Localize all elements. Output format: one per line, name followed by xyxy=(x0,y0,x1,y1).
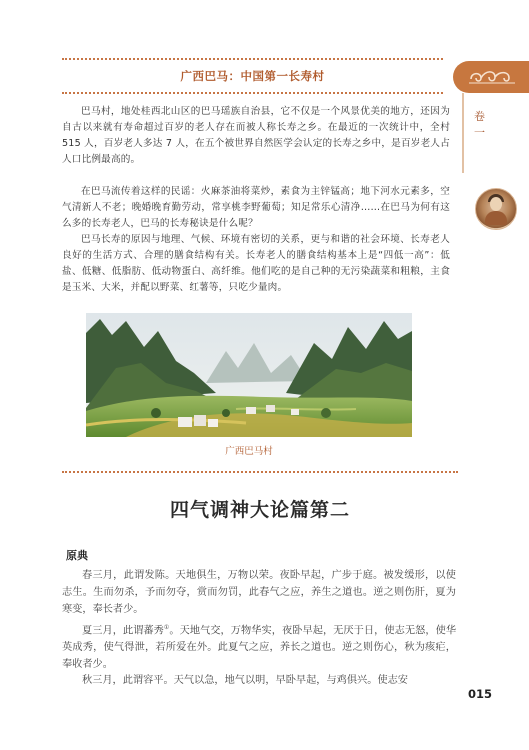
page-number: 015 xyxy=(468,687,493,701)
box-paragraph-3: 巴马长寿的原因与地理、气候、环境有密切的关系，更与和谐的社会环境、长寿老人良好的生活方式、合理的膳食结构有关。长寿老人的膳食结构基本上是“四低一高”：低盐、低糖、低脂肪、低动物蛋白、高纤维。他们吃的是自己种的无污染蔬菜和粗粮，主食是玉米、大米，并配以野菜、红薯等，只吃少量肉。 xyxy=(62,234,450,293)
box-paragraph-2: 在巴马流传着这样的民谣：火麻茶油将菜炒，素食为主锌锰高；地下河水元素多，空气清新人不老；晚婚晚育勤劳动，常享桃李野葡萄；知足常乐心清净……在巴马为何有这么多的长寿老人，巴马的长寿秘诀是什么呢？ xyxy=(62,186,450,229)
footnote-marker[interactable]: ① xyxy=(163,624,170,631)
classic-paragraph-2-text: 夏三月，此谓蕃秀 xyxy=(82,625,164,637)
section-heading: 原典 xyxy=(66,549,88,562)
chapter-title: 四气调神大论篇第二 xyxy=(169,499,350,521)
classic-paragraph-1 xyxy=(62,567,456,618)
portrait-robe xyxy=(485,211,507,225)
box-paragraph-1: 巴马村，地处桂西北山区的巴马瑶族自治县，它不仅是一个风景优美的地方，还因为自古以来就有寿命超过百岁的老人存在而被人称长寿之乡。在最近的一次统计中，全村 515 人，百岁老人多达 7 人，在五个被世界自然医学会认定的长寿之乡中，是百岁老人占人口比例最高的。 xyxy=(62,106,450,165)
cloud-scroll-icon xyxy=(467,67,517,87)
classic-paragraph-1-text: 春三月，此谓发陈。天地俱生，万物以荣。夜卧早起，广步于庭。被发缓形，以使志生。生而勿杀，予而勿夺，赏而勿罚，此春气之应，养生之道也。逆之则伤肝，夏为寒变，奉长者少。 xyxy=(62,570,456,615)
title-dotted-divider xyxy=(62,92,443,94)
scholar-portrait-icon xyxy=(475,188,517,230)
top-dotted-divider xyxy=(62,58,443,60)
bama-village-photo xyxy=(86,313,412,437)
classic-paragraph-2-text-cont: 。天地气交，万物华实，夜卧早起，无厌于日，使志无怒，使华英成秀，使气得泄，若所爱在外。此夏气之应，养长之道也。逆之则伤心，秋为痎疟，奉收者少。 xyxy=(62,625,457,671)
volume-label: 卷 一 xyxy=(474,110,496,139)
side-ornament-tab xyxy=(453,61,529,93)
photo-caption: 广西巴马村 xyxy=(225,446,273,457)
classic-paragraph-3-text: 秋三月，此谓容平。天气以急，地气以明，早卧早起，与鸡俱兴。使志安 xyxy=(82,675,408,686)
classic-paragraph-2 xyxy=(62,619,456,673)
portrait-face xyxy=(490,197,502,211)
box-title: 广西巴马：中国第一长寿村 xyxy=(180,69,325,83)
box-bottom-dotted-divider xyxy=(62,471,458,473)
landscape-image xyxy=(86,313,412,437)
side-vertical-rule xyxy=(462,93,464,173)
classic-paragraph-3 xyxy=(62,672,456,689)
